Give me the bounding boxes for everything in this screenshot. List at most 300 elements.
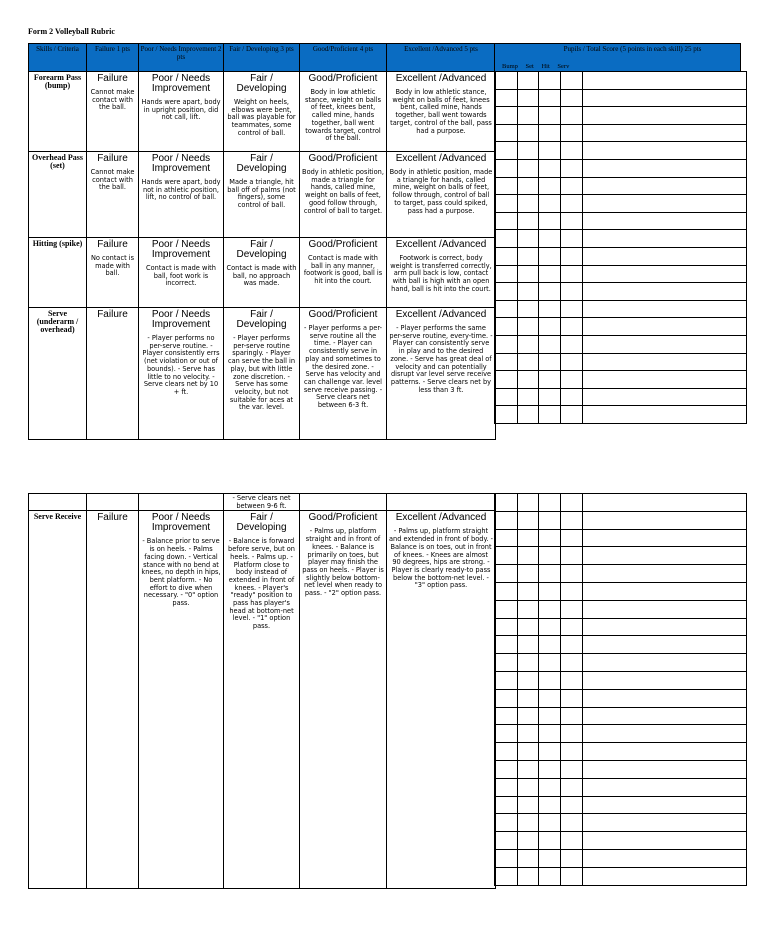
rubric-table-page1 [28, 43, 496, 440]
fair-label: Fair / Developing [236, 73, 287, 94]
failure-label: Failure [97, 73, 128, 84]
score-cell[interactable] [495, 796, 518, 814]
score-cell[interactable] [518, 230, 539, 248]
score-row [495, 565, 747, 583]
score-cell[interactable] [539, 565, 561, 583]
score-cell[interactable] [561, 230, 583, 248]
score-cell[interactable] [518, 511, 539, 529]
score-cell[interactable] [561, 636, 583, 654]
skill-bump-label: Bump [502, 63, 518, 70]
score-cell[interactable] [583, 406, 747, 424]
score-cell[interactable] [495, 814, 518, 832]
rubric-row [29, 308, 496, 440]
good-desc: Contact is made with ball in any manner, footwork is good, ball is hit into the court. [303, 254, 383, 286]
poor-desc: Contact is made with ball, foot work is incorrect. [146, 264, 216, 288]
score-cell[interactable] [561, 318, 583, 336]
score-row [495, 849, 747, 867]
score-cell[interactable] [561, 600, 583, 618]
score-cell[interactable] [518, 636, 539, 654]
score-cell[interactable] [583, 707, 747, 725]
score-row [495, 230, 747, 248]
score-row [495, 388, 747, 406]
score-cell[interactable] [561, 247, 583, 265]
score-cell[interactable] [495, 107, 518, 125]
score-cell[interactable] [518, 283, 539, 301]
score-cell[interactable] [539, 107, 561, 125]
score-cell[interactable] [583, 300, 747, 318]
score-cell[interactable] [495, 247, 518, 265]
score-row [495, 142, 747, 160]
score-cell[interactable] [495, 318, 518, 336]
score-row [495, 265, 747, 283]
score-cell[interactable] [561, 511, 583, 529]
score-cell[interactable] [518, 300, 539, 318]
score-cell[interactable] [561, 565, 583, 583]
score-cell[interactable] [583, 636, 747, 654]
score-cell[interactable] [561, 335, 583, 353]
score-cell[interactable] [539, 707, 561, 725]
failure-desc: No contact is made with ball. [90, 254, 135, 278]
fair-desc: Weight on heels, elbows were bent, ball was playable for teammates, some control of ball. [227, 98, 296, 137]
good-label: Good/Proficient [308, 239, 378, 250]
score-cell[interactable] [539, 283, 561, 301]
score-cell[interactable] [539, 72, 561, 90]
score-cell[interactable] [518, 671, 539, 689]
score-cell[interactable] [495, 124, 518, 142]
score-cell[interactable] [561, 371, 583, 389]
score-cell[interactable] [539, 778, 561, 796]
score-cell[interactable] [561, 725, 583, 743]
score-cell[interactable] [518, 760, 539, 778]
score-cell[interactable] [495, 618, 518, 636]
rubric-table-page2 [28, 493, 496, 889]
score-cell[interactable] [539, 600, 561, 618]
score-cell[interactable] [561, 832, 583, 850]
score-cell[interactable] [583, 778, 747, 796]
score-cell[interactable] [518, 547, 539, 565]
score-cell[interactable] [518, 107, 539, 125]
score-cell[interactable] [518, 195, 539, 213]
score-cell[interactable] [495, 388, 518, 406]
score-row [495, 494, 747, 512]
score-cell[interactable] [539, 725, 561, 743]
good-label: Good/Proficient [308, 73, 378, 84]
score-cell[interactable] [583, 814, 747, 832]
score-cell[interactable] [518, 72, 539, 90]
score-row [495, 867, 747, 885]
score-cell[interactable] [518, 849, 539, 867]
score-cell[interactable] [561, 283, 583, 301]
score-cell[interactable] [495, 371, 518, 389]
score-header-text: Pupils / Total Score (5 points in each skill) 25 pts [563, 45, 702, 53]
score-cell[interactable] [518, 318, 539, 336]
score-cell[interactable] [495, 300, 518, 318]
fair-label: Fair / Developing [236, 153, 287, 174]
score-cell[interactable] [518, 159, 539, 177]
score-cell[interactable] [539, 618, 561, 636]
score-cell[interactable] [495, 406, 518, 424]
failure-label: Failure [97, 239, 128, 250]
score-cell[interactable] [539, 529, 561, 547]
score-row [495, 778, 747, 796]
good-label: Good/Proficient [308, 153, 378, 164]
score-cell[interactable] [583, 547, 747, 565]
score-cell[interactable] [539, 832, 561, 850]
score-cell[interactable] [518, 796, 539, 814]
score-cell[interactable] [561, 300, 583, 318]
score-cell[interactable] [583, 796, 747, 814]
score-cell[interactable] [539, 582, 561, 600]
excellent-label: Excellent /Advanced [395, 309, 487, 320]
score-cell[interactable] [583, 867, 747, 885]
score-row [495, 335, 747, 353]
score-cell[interactable] [495, 72, 518, 90]
score-cell[interactable] [583, 494, 747, 512]
score-cell[interactable] [495, 600, 518, 618]
score-cell[interactable] [539, 300, 561, 318]
score-cell[interactable] [561, 671, 583, 689]
score-cell[interactable] [495, 159, 518, 177]
score-cell[interactable] [561, 353, 583, 371]
score-cell[interactable] [495, 725, 518, 743]
poor-desc: Hands were apart, body in upright position, did not call, lift. [141, 98, 221, 122]
failure-desc: Cannot make contact with the ball. [90, 168, 135, 192]
score-cell[interactable] [583, 159, 747, 177]
score-cell[interactable] [561, 867, 583, 885]
score-row [495, 689, 747, 707]
score-cell[interactable] [539, 247, 561, 265]
score-cell[interactable] [539, 265, 561, 283]
score-cell[interactable] [518, 743, 539, 761]
score-cell[interactable] [561, 89, 583, 107]
score-cell[interactable] [583, 600, 747, 618]
score-cell[interactable] [518, 371, 539, 389]
score-cell[interactable] [583, 89, 747, 107]
score-cell[interactable] [539, 636, 561, 654]
score-cell[interactable] [495, 511, 518, 529]
score-row [495, 247, 747, 265]
score-cell[interactable] [583, 212, 747, 230]
score-cell[interactable] [495, 265, 518, 283]
score-cell[interactable] [561, 547, 583, 565]
score-cell[interactable] [583, 107, 747, 125]
score-cell[interactable] [561, 177, 583, 195]
score-cell[interactable] [583, 72, 747, 90]
score-cell[interactable] [518, 565, 539, 583]
score-cell[interactable] [583, 388, 747, 406]
score-cell[interactable] [583, 725, 747, 743]
score-row [495, 654, 747, 672]
score-cell[interactable] [495, 849, 518, 867]
score-cell[interactable] [518, 654, 539, 672]
score-cell[interactable] [518, 689, 539, 707]
score-row [495, 760, 747, 778]
score-cell[interactable] [583, 142, 747, 160]
score-cell[interactable] [495, 494, 518, 512]
score-cell[interactable] [495, 547, 518, 565]
score-cell[interactable] [583, 195, 747, 213]
score-cell[interactable] [495, 760, 518, 778]
score-cell[interactable] [583, 511, 747, 529]
score-cell[interactable] [583, 283, 747, 301]
score-cell[interactable] [583, 177, 747, 195]
score-cell[interactable] [518, 353, 539, 371]
score-cell[interactable] [495, 529, 518, 547]
score-cell[interactable] [495, 195, 518, 213]
score-cell[interactable] [495, 142, 518, 160]
score-cell[interactable] [583, 353, 747, 371]
score-cell[interactable] [539, 743, 561, 761]
score-cell[interactable] [495, 582, 518, 600]
score-cell[interactable] [495, 832, 518, 850]
score-cell[interactable] [539, 230, 561, 248]
score-cell[interactable] [583, 247, 747, 265]
score-row [495, 177, 747, 195]
score-cell[interactable] [561, 582, 583, 600]
score-cell[interactable] [495, 89, 518, 107]
criteria-cell: Hitting (spike) [29, 238, 87, 308]
score-cell[interactable] [518, 89, 539, 107]
score-cell[interactable] [583, 743, 747, 761]
score-row [495, 159, 747, 177]
score-cell[interactable] [518, 265, 539, 283]
failure-label: Failure [97, 512, 128, 524]
score-cell[interactable] [518, 814, 539, 832]
score-cell[interactable] [518, 124, 539, 142]
score-cell[interactable] [539, 177, 561, 195]
score-row [495, 107, 747, 125]
score-cell[interactable] [561, 107, 583, 125]
score-cell[interactable] [495, 707, 518, 725]
score-row [495, 124, 747, 142]
rubric-row [29, 72, 496, 152]
header-poor: Poor / Needs Improvement 2 pts [139, 44, 224, 72]
score-cell[interactable] [561, 72, 583, 90]
score-cell[interactable] [539, 318, 561, 336]
score-cell[interactable] [518, 142, 539, 160]
score-cell[interactable] [561, 760, 583, 778]
fair-label: Fair / Developing [236, 512, 287, 534]
score-row [495, 529, 747, 547]
score-cell[interactable] [539, 867, 561, 885]
excellent-label: Excellent /Advanced [395, 239, 487, 250]
score-grid-page2 [494, 493, 747, 886]
score-cell[interactable] [539, 814, 561, 832]
score-row [495, 300, 747, 318]
score-cell[interactable] [583, 318, 747, 336]
criteria-cell: Forearm Pass (bump) [29, 72, 87, 152]
score-cell[interactable] [583, 654, 747, 672]
score-cell[interactable] [539, 796, 561, 814]
poor-label: Poor / Needs Improvement [151, 239, 211, 260]
excellent-label: Excellent /Advanced [395, 153, 487, 164]
score-cell[interactable] [518, 529, 539, 547]
failure-label: Failure [97, 309, 128, 320]
score-cell[interactable] [561, 778, 583, 796]
score-cell[interactable] [518, 582, 539, 600]
score-cell[interactable] [583, 371, 747, 389]
score-cell[interactable] [518, 388, 539, 406]
score-cell[interactable] [539, 89, 561, 107]
score-cell[interactable] [539, 511, 561, 529]
carry-over-fair-desc: - Serve clears net between 9-6 ft. [232, 494, 291, 510]
skill-hit-label: Hit [541, 63, 550, 70]
score-cell[interactable] [583, 849, 747, 867]
score-cell[interactable] [539, 760, 561, 778]
score-row [495, 318, 747, 336]
score-cell[interactable] [561, 212, 583, 230]
fair-desc: - Player performs per-serve routine sparingly. - Player can serve the ball in play, but with little zone discretion. - Serve has some velocity, but not suitable for aces at the var. level. [227, 334, 296, 412]
score-cell[interactable] [518, 177, 539, 195]
score-cell[interactable] [583, 618, 747, 636]
score-cell[interactable] [495, 335, 518, 353]
good-desc: Body in low athletic stance, weight on balls of feet, knees bent, called mine, hands together, ball went towards target, control of the ball. [304, 88, 382, 143]
score-cell[interactable] [518, 778, 539, 796]
score-cell[interactable] [495, 867, 518, 885]
score-cell[interactable] [518, 867, 539, 885]
score-cell[interactable] [583, 760, 747, 778]
score-cell[interactable] [583, 582, 747, 600]
score-cell[interactable] [583, 565, 747, 583]
header-failure: Failure 1 pts [87, 44, 139, 72]
fair-desc: Made a triangle, hit ball off of palms (not fingers), some control of ball. [227, 178, 296, 210]
score-cell[interactable] [561, 388, 583, 406]
score-row [495, 743, 747, 761]
excellent-desc: Body in athletic position, made a triangle for hands, called mine, weight on balls of feet, follow through, control of ball to target, pass could spiked, pass had a purpose. [389, 168, 493, 215]
score-cell[interactable] [583, 124, 747, 142]
score-row [495, 796, 747, 814]
score-cell[interactable] [518, 335, 539, 353]
score-cell[interactable] [495, 177, 518, 195]
score-cell[interactable] [518, 618, 539, 636]
score-cell[interactable] [495, 230, 518, 248]
score-cell[interactable] [518, 600, 539, 618]
score-cell[interactable] [539, 671, 561, 689]
score-cell[interactable] [561, 707, 583, 725]
score-cell[interactable] [539, 353, 561, 371]
score-cell[interactable] [495, 636, 518, 654]
score-cell[interactable] [539, 159, 561, 177]
skill-serv-label: Serv [557, 63, 570, 70]
score-cell[interactable] [539, 849, 561, 867]
poor-desc: - Balance prior to serve is on heels. - Palms facing down. - Vertical stance with no bend at knees, no depth in hips, bent platform. - No effort to dive when necessary. - "0" option pass. [141, 537, 221, 608]
header-fair: Fair / Developing 3 pts [224, 44, 300, 72]
score-cell[interactable] [561, 406, 583, 424]
score-cell[interactable] [539, 406, 561, 424]
score-cell[interactable] [561, 796, 583, 814]
score-cell[interactable] [561, 124, 583, 142]
failure-desc: Cannot make contact with the ball. [90, 88, 135, 112]
score-cell[interactable] [561, 654, 583, 672]
score-cell[interactable] [583, 529, 747, 547]
score-cell[interactable] [495, 671, 518, 689]
score-cell[interactable] [518, 832, 539, 850]
score-cell[interactable] [518, 406, 539, 424]
score-cell[interactable] [518, 707, 539, 725]
score-row [495, 725, 747, 743]
score-cell[interactable] [539, 388, 561, 406]
score-cell[interactable] [495, 778, 518, 796]
score-cell[interactable] [561, 814, 583, 832]
fair-label: Fair / Developing [236, 309, 287, 330]
score-cell[interactable] [539, 371, 561, 389]
score-cell[interactable] [539, 654, 561, 672]
score-cell[interactable] [561, 265, 583, 283]
score-cell[interactable] [518, 247, 539, 265]
score-cell[interactable] [561, 743, 583, 761]
score-row [495, 511, 747, 529]
score-cell[interactable] [539, 494, 561, 512]
score-cell[interactable] [583, 689, 747, 707]
score-cell[interactable] [583, 671, 747, 689]
score-cell[interactable] [561, 195, 583, 213]
poor-label: Poor / Needs Improvement [151, 309, 211, 330]
score-header [494, 43, 741, 72]
score-cell[interactable] [539, 195, 561, 213]
good-desc: Body in athletic position, made a triangle for hands, called mine, weight on balls of feet, good follow through, control of ball to target. [302, 168, 384, 215]
score-cell[interactable] [495, 689, 518, 707]
score-cell[interactable] [539, 124, 561, 142]
score-cell[interactable] [539, 335, 561, 353]
score-cell[interactable] [495, 212, 518, 230]
score-row [495, 195, 747, 213]
excellent-desc: - Palms up, platform straight and extended in front of body. - Balance is on toes, out in front of knees. - Knees are almost 90 degrees, hips are strong. - Player is clearly ready-to pass below the bottom-net level. - "3" option pass. [389, 527, 493, 590]
score-row [495, 707, 747, 725]
score-row [495, 212, 747, 230]
score-cell[interactable] [561, 689, 583, 707]
score-cell[interactable] [561, 159, 583, 177]
score-row [495, 814, 747, 832]
score-cell[interactable] [495, 743, 518, 761]
score-row [495, 547, 747, 565]
score-cell[interactable] [539, 212, 561, 230]
score-row [495, 353, 747, 371]
score-cell[interactable] [561, 529, 583, 547]
criteria-cell: Serve Receive [29, 511, 87, 889]
rubric-row [29, 238, 496, 308]
score-cell[interactable] [539, 689, 561, 707]
score-row [495, 600, 747, 618]
score-cell[interactable] [518, 725, 539, 743]
score-cell[interactable] [495, 565, 518, 583]
fair-label: Fair / Developing [236, 239, 287, 260]
excellent-desc: Body in low athletic stance, weight on balls of feet, knees bent, called mine, hands together, ball went towards target, control of the ball, pass had a purpose. [390, 88, 492, 135]
score-cell[interactable] [583, 335, 747, 353]
score-cell[interactable] [495, 283, 518, 301]
score-row [495, 832, 747, 850]
score-cell[interactable] [561, 618, 583, 636]
score-cell[interactable] [539, 142, 561, 160]
criteria-cell: Serve (underarm / overhead) [29, 308, 87, 440]
score-cell[interactable] [518, 212, 539, 230]
score-cell[interactable] [539, 547, 561, 565]
score-cell[interactable] [561, 494, 583, 512]
good-label: Good/Proficient [308, 309, 378, 320]
score-cell[interactable] [495, 654, 518, 672]
score-cell[interactable] [561, 142, 583, 160]
score-cell[interactable] [518, 494, 539, 512]
good-label: Good/Proficient [308, 512, 378, 524]
score-cell[interactable] [583, 265, 747, 283]
score-grid-page1 [494, 71, 747, 424]
score-row [495, 671, 747, 689]
score-cell[interactable] [561, 849, 583, 867]
score-cell[interactable] [495, 353, 518, 371]
score-cell[interactable] [583, 230, 747, 248]
score-cell[interactable] [583, 832, 747, 850]
score-row [495, 371, 747, 389]
criteria-cell: Overhead Pass (set) [29, 152, 87, 238]
